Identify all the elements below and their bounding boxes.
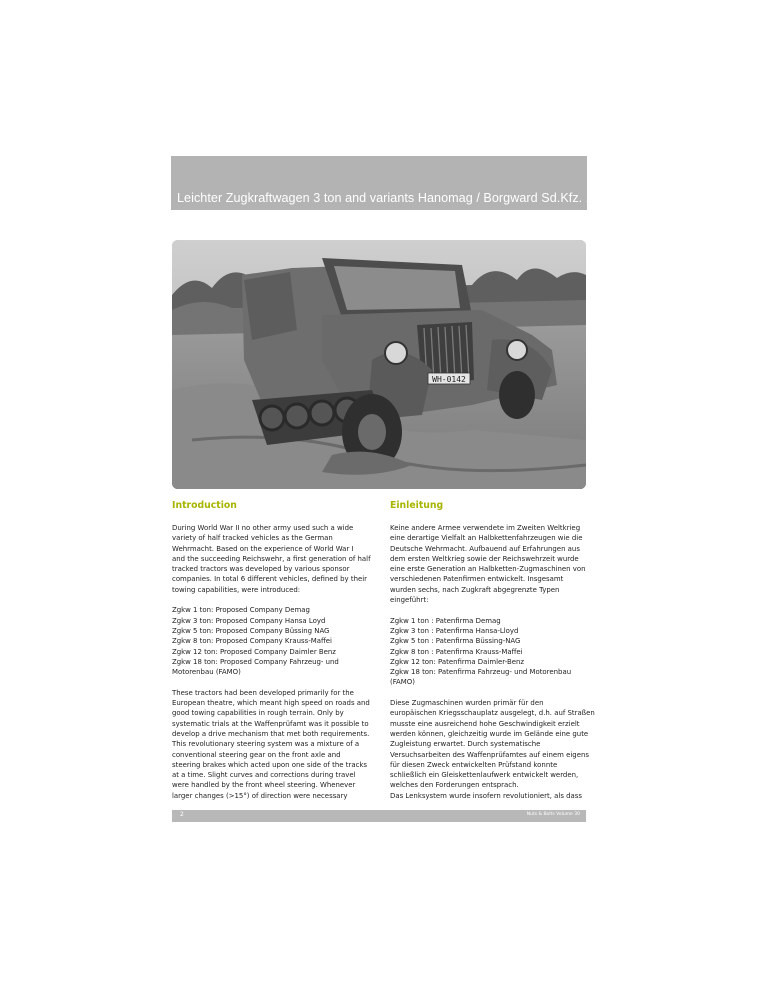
section-heading-introduction: Introduction: [172, 500, 237, 511]
english-column: [172, 500, 372, 811]
text-line: Das Lenksystem wurde insofern revolutioniert, als dass: [390, 791, 583, 800]
text-line: verschiedenen Patenfirmen entwickelt. Insgesamt: [390, 575, 564, 584]
text-line: Versuchsarbeiten des Waffenprüfamtes auf einem eigens: [390, 750, 589, 759]
text-line: These tractors had been developed primarily for the: [172, 688, 354, 697]
text-line: werden können, gleichzeitig wurde im Gelände eine gute: [390, 729, 589, 738]
intro-paragraph-1: [172, 523, 372, 595]
text-line: eine derartige Vielfalt an Halbkettenfahrzeugen wie die: [390, 534, 583, 543]
text-line: During World War II no other army used such a wide: [172, 524, 354, 532]
tractor-list: [172, 605, 372, 677]
list-item: Zgkw 18 ton: Patenfirma Fahrzeug- und Motorenbau: [390, 668, 572, 677]
page-header-bar: [171, 156, 599, 210]
publication-name: Nuts & Bolts Volume 30: [526, 812, 580, 817]
einleitung-paragraph-2: [390, 698, 595, 801]
list-item: Zgkw 12 ton: Patenfirma Daimler-Benz: [390, 657, 525, 666]
halftrack-photo-illustration: [172, 240, 586, 489]
text-line: towing capabilities, were introduced:: [172, 585, 301, 594]
text-line: eine erste Generation an Halbketten-Zugmaschinen von: [390, 565, 586, 574]
text-line: conventional steering gear on the front axle and: [172, 750, 341, 759]
text-line: steering brakes which acted upon one side of the tracks: [172, 760, 368, 769]
text-line: Diese Zugmaschinen wurden primär für den: [390, 699, 544, 708]
einleitung-paragraph-1: [390, 523, 590, 605]
text-line: europäischen Kriegsschauplatz ausgelegt, d.h. auf Straßen: [390, 709, 595, 718]
list-item: Zgkw 5 ton : Patenfirma Büssing-NAG: [390, 637, 521, 646]
german-column: [390, 500, 595, 811]
patenfirma-list: [390, 616, 590, 688]
page-title: Leichter Zugkraftwagen 3 ton and variants Hanomag / Borgward Sd.Kfz. 11: [177, 191, 599, 205]
list-item: Zgkw 12 ton: Proposed Company Daimler Benz: [172, 647, 336, 656]
section-heading-einleitung: Einleitung: [390, 500, 444, 511]
text-line: good towing capabilities in rough terrain. Only by: [172, 709, 344, 718]
list-item: Zgkw 8 ton: Proposed Company Krauss-Maffei: [172, 637, 332, 646]
list-item: Motorenbau (FAMO): [172, 668, 241, 677]
list-item: Zgkw 3 ton : Patenfirma Hansa-Lloyd: [390, 626, 519, 635]
text-line: schließlich ein Gleiskettenlaufwerk entwickelt werden,: [390, 771, 579, 780]
text-line: Wehrmacht. Based on the experience of World War I: [172, 544, 354, 553]
text-line: at a time. Slight curves and corrections during travel: [172, 771, 356, 780]
page-footer-bar: [172, 810, 586, 822]
text-line: European theatre, which meant high speed on roads and: [172, 699, 370, 708]
list-item: Zgkw 8 ton : Patenfirma Krauss-Maffei: [390, 647, 523, 656]
intro-paragraph-2: [172, 688, 372, 801]
list-item: Zgkw 3 ton: Proposed Company Hansa Loyd: [172, 616, 326, 625]
license-plate: WH-0142: [432, 375, 466, 384]
text-line: für diesen Zweck entwickelten Prüfstand konnte: [390, 760, 558, 769]
list-item: Zgkw 1 ton: Proposed Company Demag: [172, 606, 310, 615]
text-line: and the succeeding Reichswehr, a first generation of half: [172, 554, 371, 563]
text-line: tracked tractors was developed by various sponsor: [172, 565, 350, 574]
text-line: Zugleistung erwartet. Durch systematische: [390, 740, 541, 749]
text-line: musste eine ausreichend hohe Geschwindigkeit erzielt: [390, 719, 580, 728]
vehicle-photo: [172, 240, 586, 489]
text-line: Deutsche Wehrmacht. Aufbauend auf Erfahrungen aus: [390, 544, 580, 553]
text-line: larger changes (>15°) of direction were necessary: [172, 791, 348, 800]
list-item: Zgkw 18 ton: Proposed Company Fahrzeug- und: [172, 657, 339, 666]
text-line: develop a drive mechanism that met both requirements.: [172, 729, 370, 738]
text-line: dem ersten Weltkrieg sowie der Reichswehrzeit wurde: [390, 554, 579, 563]
text-line: systematic trials at the Waffenprüfamt was it possible to: [172, 719, 369, 728]
text-line: were handled by the front wheel steering. Whenever: [172, 781, 356, 790]
text-line: wurden sechs, nach Zugkraft abgegrenzte Typen: [390, 585, 560, 594]
text-line: welches den Forderungen entsprach.: [390, 781, 519, 790]
list-item: (FAMO): [390, 678, 415, 687]
list-item: Zgkw 1 ton : Patenfirma Demag: [390, 616, 501, 625]
text-line: companies. In total 6 different vehicles, defined by their: [172, 575, 368, 584]
list-item: Zgkw 5 ton: Proposed Company Büssing NAG: [172, 626, 330, 635]
text-line: variety of half tracked vehicles as the German: [172, 534, 333, 543]
text-line: Keine andere Armee verwendete im Zweiten Weltkrieg: [390, 524, 581, 532]
page-number: 2: [180, 811, 184, 818]
text-line: eingeführt:: [390, 596, 429, 605]
text-line: This revolutionary steering system was a mixture of a: [172, 740, 360, 749]
